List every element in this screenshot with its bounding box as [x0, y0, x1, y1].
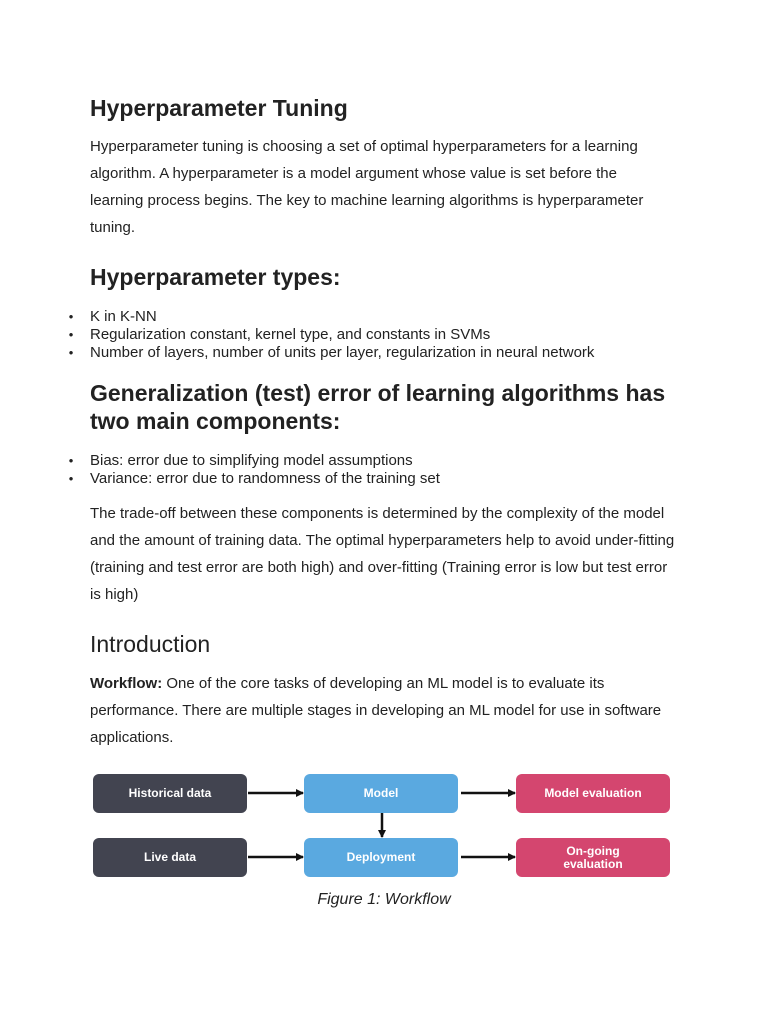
bullet-icon: • — [68, 309, 74, 324]
heading-hyperparameter-types: Hyperparameter types: — [90, 264, 341, 290]
list-item: • Regularization constant, kernel type, and constants in SVMs — [90, 326, 594, 344]
paragraph-line: and the amount of training data. The optimal hyperparameters help to avoid under-fitting — [90, 532, 675, 549]
paragraph-line: Hyperparameter tuning is choosing a set of optimal hyperparameters for a learning — [90, 138, 638, 155]
paragraph-line: The trade-off between these components is determined by the complexity of the model — [90, 505, 665, 522]
figure-caption: Figure 1: Workflow — [317, 891, 451, 908]
components-list — [68, 452, 440, 488]
paragraph-line: algorithm. A hyperparameter is a model argument whose value is set before the — [90, 165, 617, 182]
list-item: • K in K-NN — [90, 308, 594, 326]
deployment-box: Deployment — [304, 838, 458, 877]
workflow-paragraph — [90, 670, 682, 751]
bullet-icon: • — [68, 345, 74, 360]
types-list — [68, 308, 595, 362]
workflow-label: Workflow: — [90, 675, 163, 692]
paragraph-line: learning process begins. The key to machine learning algorithms is hyperparameter — [90, 192, 644, 209]
heading-introduction: Introduction — [90, 631, 211, 657]
bullet-icon: • — [68, 471, 74, 486]
paragraph-line: (training and test error are both high) and over-fitting (Training error is low but test error — [90, 559, 668, 576]
live-data-box: Live data — [93, 838, 247, 877]
paragraph-line: Workflow: One of the core tasks of developing an ML model is to evaluate its — [90, 675, 605, 692]
model-box: Model — [304, 774, 458, 813]
paragraph-line: is high) — [90, 586, 139, 603]
heading-generalization-error: Generalization (test) error of learning algorithms has two main components: — [90, 380, 666, 434]
heading-hyperparameter-tuning: Hyperparameter Tuning — [90, 95, 348, 121]
list-item: • Bias: error due to simplifying model assumptions — [90, 452, 440, 470]
workflow-diagram — [90, 770, 674, 882]
ongoing-evaluation-box: On-going evaluation — [516, 838, 670, 877]
list-item: • Number of layers, number of units per layer, regularization in neural network — [90, 344, 594, 362]
tradeoff-paragraph — [90, 500, 682, 608]
historical-data-box: Historical data — [93, 774, 247, 813]
bullet-icon: • — [68, 327, 74, 342]
paragraph-line: performance. There are multiple stages in developing an ML model for use in software — [90, 702, 662, 719]
paragraph-line: applications. — [90, 729, 174, 746]
bullet-icon: • — [68, 453, 74, 468]
paragraph-line: tuning. — [90, 219, 136, 236]
intro-paragraph — [90, 133, 682, 241]
model-evaluation-box: Model evaluation — [516, 774, 670, 813]
list-item: • Variance: error due to randomness of the training set — [90, 470, 440, 488]
